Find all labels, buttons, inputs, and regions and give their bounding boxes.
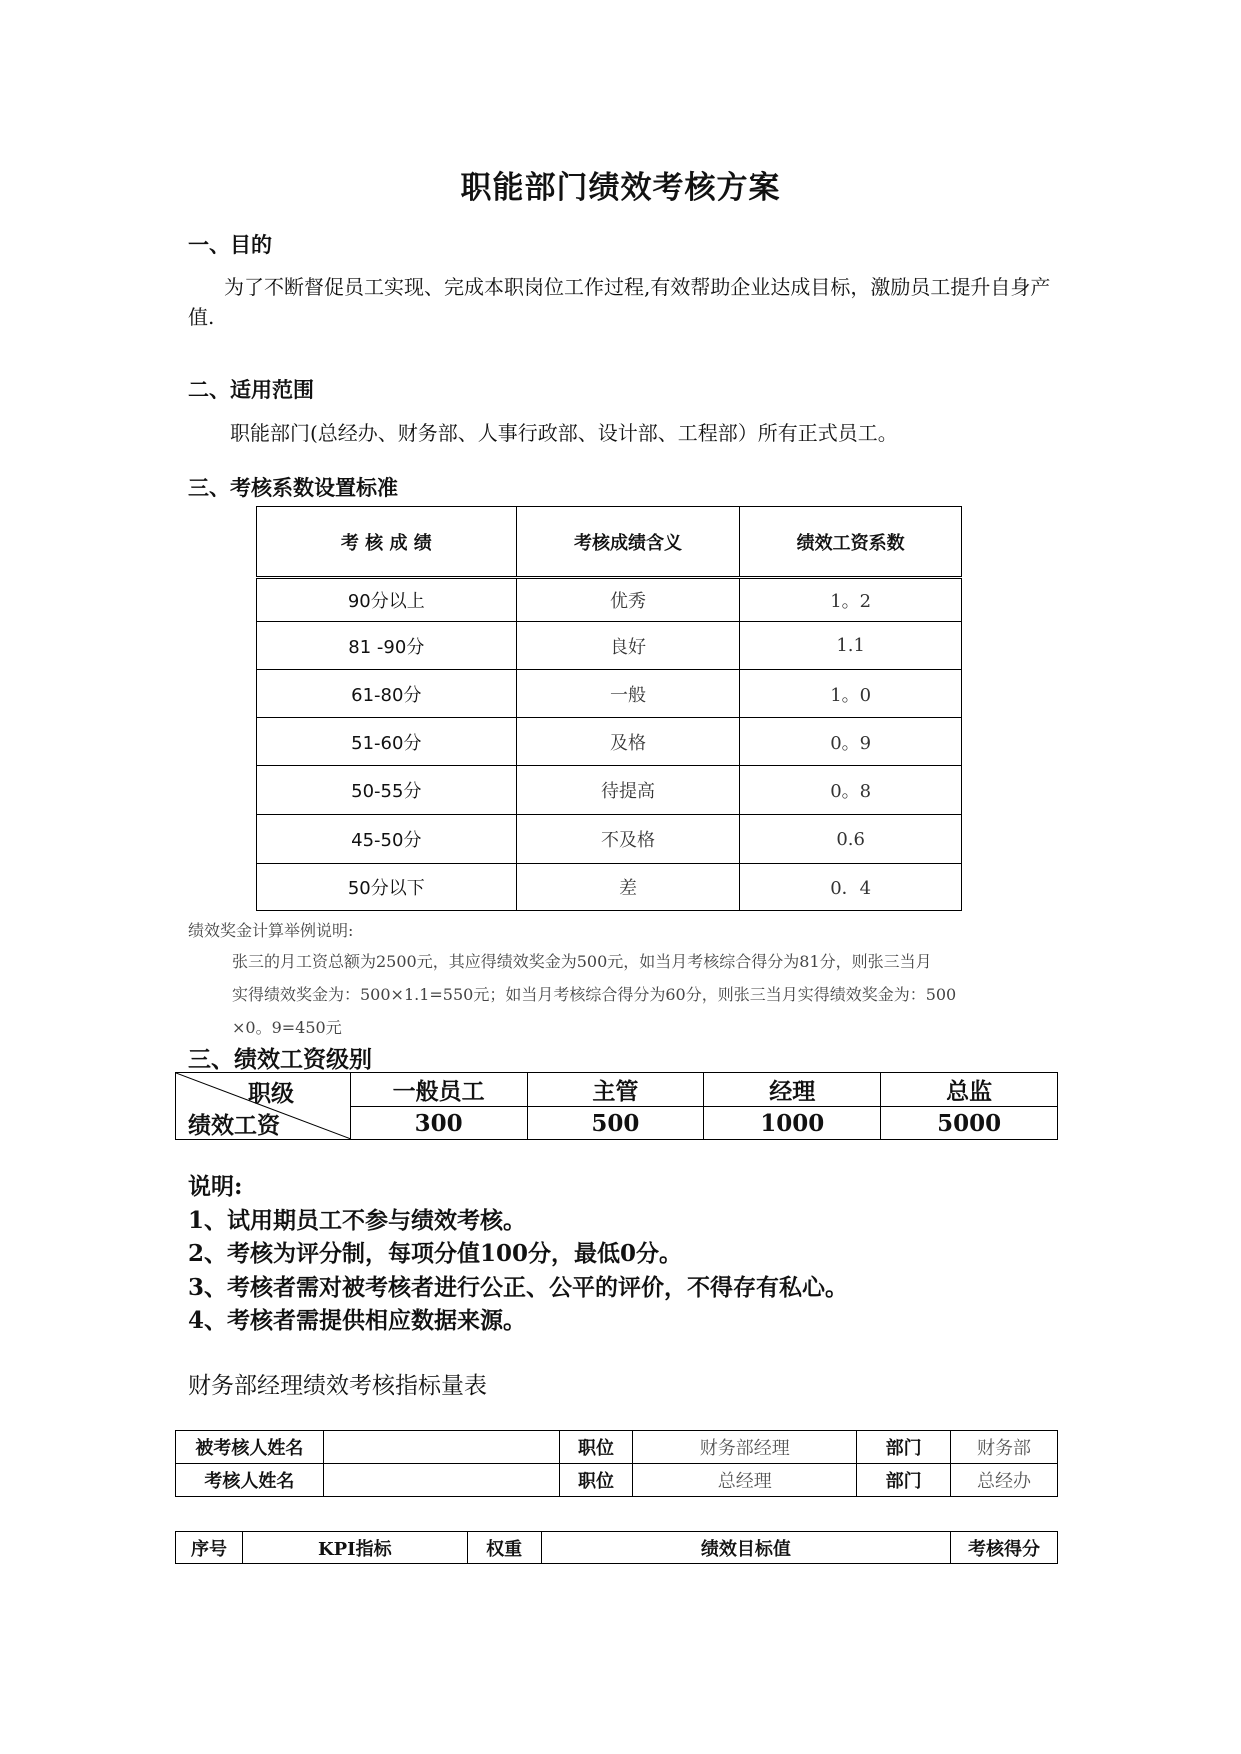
table-row — [257, 864, 962, 911]
header-score: 考核得分 — [951, 1532, 1058, 1564]
section-heading-scope: 二、适用范围 — [188, 378, 314, 402]
amount-cell: 5000 — [881, 1107, 1058, 1140]
coefficient-table — [256, 506, 962, 911]
kpi-table-header — [176, 1532, 1058, 1564]
name-label: 考核人姓名 — [176, 1464, 324, 1497]
coefficient-table-header — [257, 507, 962, 578]
diag-bottom-label: 绩效工资 — [188, 1112, 280, 1139]
diagonal-header-cell — [176, 1073, 351, 1140]
name-value[interactable] — [323, 1464, 559, 1497]
coefficient-cell: 0．4 — [740, 864, 962, 911]
table-row — [176, 1464, 1058, 1497]
table-row — [176, 1431, 1058, 1464]
score-cell: 61-80分 — [257, 670, 517, 718]
note-item: 3、考核者需对被考核者进行公正、公平的评价，不得存有私心。 — [188, 1273, 849, 1301]
page-title: 职能部门绩效考核方案 — [460, 170, 781, 206]
example-line: 实得绩效奖金为：500×1.1=550元；如当月考核综合得分为60分，则张三当月实得绩效奖金为：500 — [232, 985, 957, 1004]
amount-cell: 1000 — [704, 1107, 881, 1140]
level-cell: 一般员工 — [350, 1073, 527, 1107]
level-cell: 主管 — [527, 1073, 704, 1107]
example-text — [232, 945, 1112, 1044]
table-row — [257, 815, 962, 864]
position-value: 财务部经理 — [633, 1431, 857, 1464]
department-value: 财务部 — [951, 1431, 1058, 1464]
kpi-sheet-title: 财务部经理绩效考核指标量表 — [188, 1373, 487, 1399]
example-line: ×0。9=450元 — [232, 1018, 342, 1037]
name-value[interactable] — [323, 1431, 559, 1464]
header-coefficient: 绩效工资系数 — [740, 507, 962, 578]
meaning-cell: 及格 — [516, 718, 740, 766]
position-label: 职位 — [559, 1431, 633, 1464]
section-heading-salary-level: 三、绩效工资级别 — [188, 1047, 372, 1073]
header-target: 绩效目标值 — [541, 1532, 950, 1564]
table-row — [257, 766, 962, 815]
diag-top-label: 职级 — [248, 1080, 294, 1107]
level-cell: 经理 — [704, 1073, 881, 1107]
meaning-cell: 不及格 — [516, 815, 740, 864]
score-cell: 45-50分 — [257, 815, 517, 864]
note-item: 4、考核者需提供相应数据来源。 — [188, 1307, 527, 1334]
kpi-info-table — [175, 1430, 1058, 1497]
score-cell: 90分以上 — [257, 578, 517, 622]
meaning-cell: 优秀 — [516, 578, 740, 622]
score-cell: 50分以下 — [257, 864, 517, 911]
coefficient-cell: 1。0 — [740, 670, 962, 718]
notes-block — [188, 1170, 848, 1338]
score-cell: 50-55分 — [257, 766, 517, 815]
header-index: 序号 — [176, 1532, 243, 1564]
score-cell: 51-60分 — [257, 718, 517, 766]
kpi-table — [175, 1531, 1058, 1564]
section-heading-coefficient: 三、考核系数设置标准 — [188, 476, 398, 500]
coefficient-cell: 0。8 — [740, 766, 962, 815]
coefficient-cell: 1.1 — [740, 622, 962, 670]
note-item: 1、试用期员工不参与绩效考核。 — [188, 1206, 527, 1234]
coefficient-cell: 1。2 — [740, 578, 962, 622]
header-weight: 权重 — [467, 1532, 541, 1564]
level-cell: 总监 — [881, 1073, 1058, 1107]
table-row — [257, 718, 962, 766]
example-line: 张三的月工资总额为2500元，其应得绩效奖金为500元，如当月考核综合得分为81分，则张三当月 — [232, 952, 932, 971]
section-heading-purpose: 一、目的 — [188, 233, 272, 257]
header-kpi: KPI指标 — [242, 1532, 467, 1564]
table-row — [257, 578, 962, 622]
name-label: 被考核人姓名 — [176, 1431, 324, 1464]
meaning-cell: 一般 — [516, 670, 740, 718]
coefficient-cell: 0.6 — [740, 815, 962, 864]
position-label: 职位 — [559, 1464, 633, 1497]
position-value: 总经理 — [633, 1464, 857, 1497]
table-row — [257, 622, 962, 670]
salary-level-table — [175, 1072, 1058, 1140]
note-item: 2、考核为评分制，每项分值100分，最低0分。 — [188, 1240, 683, 1267]
amount-cell: 300 — [350, 1107, 527, 1140]
meaning-cell: 待提高 — [516, 766, 740, 815]
meaning-cell: 差 — [516, 864, 740, 911]
example-heading: 绩效奖金计算举例说明: — [188, 921, 354, 940]
score-cell: 81 -90分 — [257, 622, 517, 670]
meaning-cell: 良好 — [516, 622, 740, 670]
department-label: 部门 — [857, 1431, 951, 1464]
section-text-scope: 职能部门(总经办、财务部、人事行政部、设计部、工程部）所有正式员工。 — [230, 421, 898, 445]
header-meaning: 考核成绩含义 — [516, 507, 740, 578]
department-value: 总经办 — [951, 1464, 1058, 1497]
notes-heading: 说明: — [188, 1173, 243, 1200]
amount-cell: 500 — [527, 1107, 704, 1140]
table-row — [257, 670, 962, 718]
section-text-purpose: 为了不断督促员工实现、完成本职岗位工作过程,有效帮助企业达成目标，激励员工提升自身产值. — [188, 275, 1051, 329]
header-score: 考 核 成 绩 — [257, 507, 517, 578]
department-label: 部门 — [857, 1464, 951, 1497]
coefficient-cell: 0。9 — [740, 718, 962, 766]
